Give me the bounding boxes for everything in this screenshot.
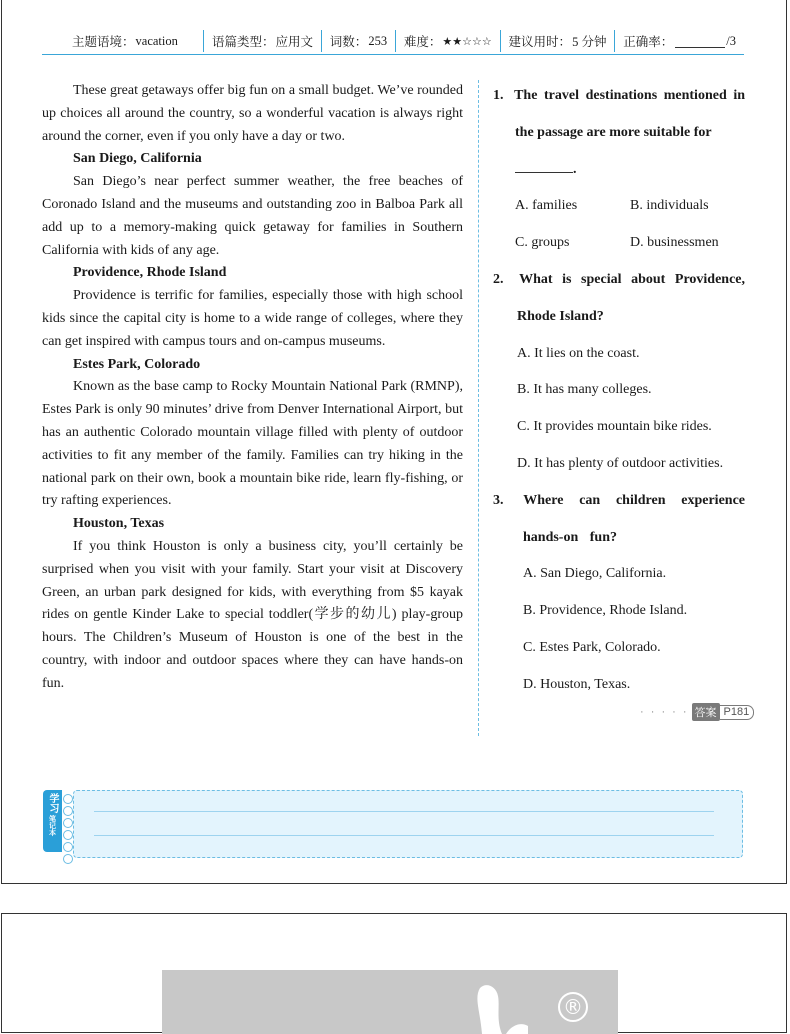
- question-text: The travel destinations mentioned in the passage are more suitable for: [514, 88, 745, 140]
- section-body: Providence is terrific for families, especially those with high school kids since the capital city is home to a wide range of colleges, where they can get inspired with campus tours and on-campus museums.: [42, 288, 463, 349]
- option-row: [493, 225, 745, 262]
- theme-value: vacation: [135, 33, 178, 48]
- section-heading: San Diego, California: [73, 151, 202, 167]
- option-c[interactable]: C. groups: [515, 235, 570, 251]
- notebook-label-bottom: 笔记本: [48, 815, 57, 836]
- type-value: 应用文: [275, 35, 313, 49]
- stem-period: .: [573, 161, 577, 177]
- question-number: 2.: [493, 271, 504, 287]
- option-c[interactable]: C. It provides mountain bike rides.: [517, 419, 712, 435]
- option-c[interactable]: C. Estes Park, Colorado.: [523, 639, 661, 655]
- question-number: 1.: [493, 88, 504, 103]
- option-d[interactable]: D. Houston, Texas.: [523, 676, 631, 692]
- question-2: [493, 262, 745, 483]
- question-stem: [493, 78, 745, 188]
- question-text: What is special about Providence, Rhode Island?: [517, 271, 746, 324]
- section-body: Known as the base camp to Rocky Mountain National Park (RMNP), Estes Park is only 90 minutes’ drive from Denver International Airport, but has an authentic Colorado mountain village filled with plenty of outdoor activities to fit any member of the family. Families can try hiking in the national park on their own, book a mountain bike ride, learn fly-fishing, or try rafting experiences.: [42, 379, 463, 509]
- answer-reference[interactable]: [640, 703, 754, 721]
- notebook-label-top: 学习: [47, 793, 58, 813]
- ring-icon: [63, 794, 73, 804]
- question-stem: [493, 262, 745, 336]
- passage-intro: These great getaways offer big fun on a small budget. We’ve rounded up choices all around the country, so a wonderful vacation is always right around the corner, even if you only have a day or two.: [42, 83, 463, 144]
- answer-tag: 答案: [692, 703, 720, 721]
- accuracy-total: /3: [726, 33, 737, 48]
- brand-banner: [162, 970, 618, 1034]
- option-b[interactable]: B. It has many colleges.: [517, 382, 652, 398]
- ring-icon: [63, 806, 73, 816]
- answer-blank[interactable]: [515, 158, 573, 173]
- question-text: Where can children experience hands-on fun?: [523, 492, 745, 545]
- section-body: If you think Houston is only a business city, you’ll certainly be surprised when you visit with your family. Start your visit at Discovery Green, an urban park designed for kids, with everything from $5 kayak rides on gentle Kinder Lake to special toddler(学步的幼儿) play-group hours. The Children’s Museum of Houston is one of the best in the country, with indoor and outdoor spaces where they can have hands-on fun.: [42, 538, 463, 691]
- option-d[interactable]: D. It has plenty of outdoor activities.: [517, 455, 724, 471]
- note-line: [94, 811, 714, 812]
- leader-dots: · · · · ·: [640, 706, 689, 718]
- question-list: [493, 78, 745, 704]
- ring-icon: [63, 830, 73, 840]
- answer-page: P181: [720, 705, 755, 720]
- section-body: San Diego’s near perfect summer weather, the free beaches of Coronado Island and the museums and outstanding zoo in Balboa Park all add up to a memory-making quick getaway for families in Southern California with kids of any age.: [42, 174, 463, 258]
- question-3: [493, 483, 745, 704]
- notebook-rings: [63, 794, 73, 864]
- accuracy-label: 正确率：: [623, 35, 674, 49]
- reading-passage: [42, 80, 463, 696]
- words-value: 253: [368, 33, 388, 48]
- words-label: 词数：: [329, 35, 368, 49]
- accuracy-cell: [615, 30, 744, 52]
- next-page: [1, 913, 787, 1033]
- difficulty-cell: [396, 30, 500, 52]
- notebook-paper[interactable]: [73, 790, 743, 858]
- section-heading: Providence, Rhode Island: [73, 265, 227, 281]
- time-cell: [501, 30, 615, 52]
- note-line: [94, 835, 714, 836]
- option-d[interactable]: D. businessmen: [630, 235, 719, 251]
- theme-label: 主题语境：: [72, 35, 135, 49]
- option-a[interactable]: A. It lies on the coast.: [517, 345, 640, 361]
- option-a[interactable]: A. San Diego, California.: [523, 566, 667, 582]
- question-1: [493, 78, 745, 262]
- difficulty-stars: ★★☆☆☆: [442, 34, 492, 48]
- notebook-tab: [43, 790, 62, 852]
- type-cell: [204, 30, 321, 52]
- section-heading: Estes Park, Colorado: [73, 356, 201, 372]
- accuracy-blank[interactable]: [675, 35, 725, 48]
- difficulty-label: 难度：: [403, 35, 442, 49]
- option-a[interactable]: A. families: [515, 198, 578, 214]
- section-heading: Houston, Texas: [73, 516, 165, 532]
- registered-mark-icon: ®: [558, 992, 588, 1022]
- time-label: 建议用时：: [508, 35, 572, 49]
- question-stem: [493, 483, 745, 557]
- option-row: [493, 188, 745, 225]
- study-notebook: [43, 790, 743, 858]
- ring-icon: [63, 818, 73, 828]
- option-b[interactable]: B. individuals: [630, 198, 709, 214]
- type-label: 语篇类型：: [211, 35, 275, 49]
- ring-icon: [63, 842, 73, 852]
- column-divider: [478, 80, 479, 736]
- time-value: 5 分钟: [572, 35, 607, 49]
- option-b[interactable]: B. Providence, Rhode Island.: [523, 603, 688, 619]
- words-cell: [322, 30, 395, 52]
- info-header: [42, 28, 744, 55]
- theme-cell: [42, 30, 203, 52]
- ring-icon: [63, 854, 73, 864]
- question-number: 3.: [493, 492, 504, 508]
